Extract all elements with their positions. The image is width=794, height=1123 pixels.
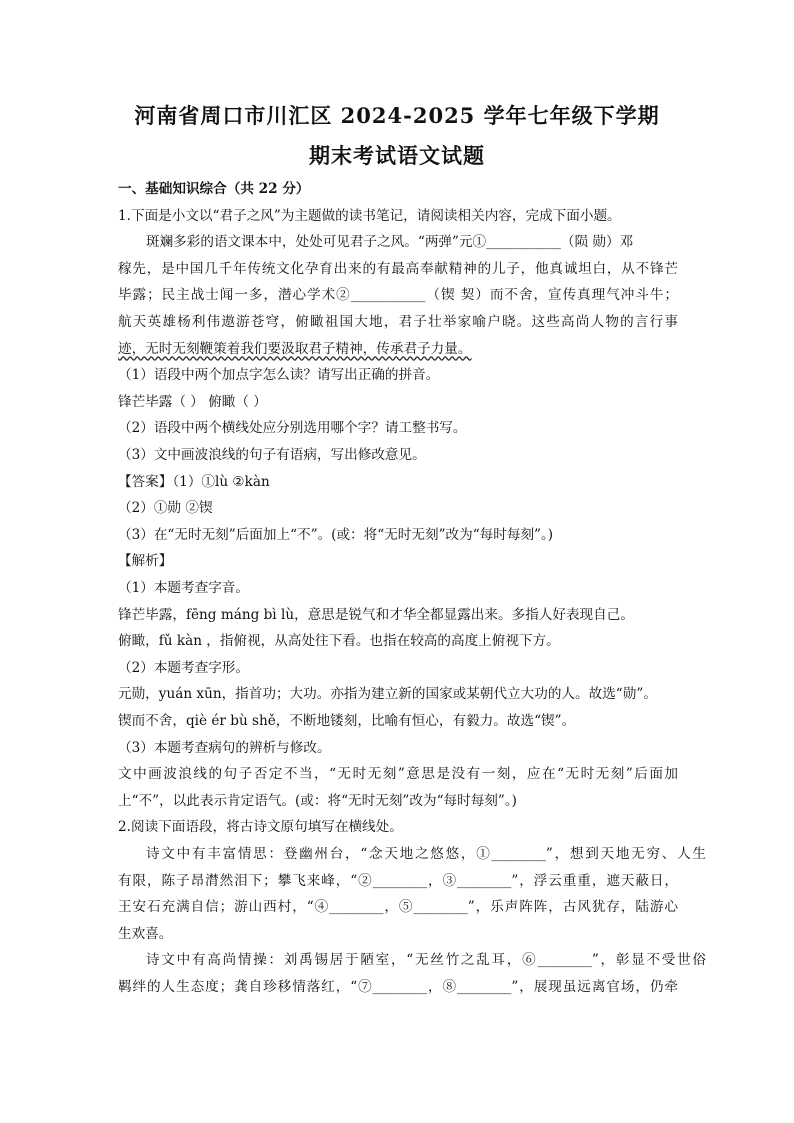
text-line: （3）文中画波浪线的句子有语病，写出修改意见。 <box>118 447 426 463</box>
text-line: （3）在“无时无刻”后面加上“不”。(或：将“无时无刻”改为“每时每刻”。) <box>118 526 554 543</box>
text-line: （2）①勋 ②锲 <box>118 500 213 517</box>
text-line: 斑斓多彩的语文课本中，处处可见君子之风。“两弹”元①___________（陨 勋）邓 <box>146 234 634 251</box>
text-line: 诗文中有丰富情思：登幽州台，“念天地之悠悠，①________”，想到天地无穷、人生 <box>146 846 706 862</box>
text-line: 1.下面是小文以“君子之风”为主题做的读书笔记，请阅读相关内容，完成下面小题。 <box>118 207 621 224</box>
page-title: 河南省周口市川汇区 2024-2025 学年七年级下学期 <box>134 103 660 128</box>
text-line: （3）本题考查病句的辨析与修改。 <box>118 739 331 756</box>
text-line: （2）本题考查字形。 <box>118 659 249 676</box>
text-line: （2）语段中两个横线处应分别选用哪个字？请工整书写。 <box>118 420 467 437</box>
text-line: （1）本题考查字音。 <box>118 580 249 596</box>
text-line: 2.阅读下面语段，将古诗文原句填写在横线处。 <box>118 819 403 836</box>
text-line: 毕露；民主战士闻一多，潜心学术②___________（锲 契）而不舍，宣传真理气冲斗牛； <box>118 287 678 304</box>
page-subtitle: 期末考试语文试题 <box>309 143 485 168</box>
wavy-underlined-sentence: 迹，无时无刻鞭策着我们要汲取君子精神，传承君子力量。 <box>118 340 472 357</box>
text-line: 稼先，是中国几千年传统文化孕育出来的有最高奉献精神的儿子，他真诚坦白，从不锋芒 <box>118 260 678 277</box>
text-line: 锋芒毕露，fēng máng bì lù，意思是锐气和才华全都显露出来。多指人好表现自己。 <box>118 606 634 623</box>
text-line: 航天英雄杨利伟遨游苍穹，俯瞰祖国大地，君子壮举家喻户晓。这些高尚人物的言行事 <box>118 314 678 330</box>
text-line: 元勋，yuán xūn，指首功；大功。亦指为建立新的国家或某朝代立大功的人。故选“勋”。 <box>118 686 657 703</box>
text-line: 王安石充满自信；游山西村，“④________，⑤________”，乐声阵阵，古风犹存，陆游心 <box>118 899 678 916</box>
text-line: 诗文中有高尚情操：刘禹锡居于陋室，“无丝竹之乱耳，⑥________”，彰显不受世俗 <box>146 952 706 969</box>
text-line: 锲而不舍，qiè ér bù shě，不断地镂刻，比喻有恒心，有毅力。故选“锲”。 <box>118 713 576 729</box>
text-line: 一、基础知识综合（共 22 分） <box>118 181 310 197</box>
text-line: 上“不”，以此表示肯定语气。(或：将“无时无刻”改为“每时每刻”。) <box>118 792 517 809</box>
text-line: 文中画波浪线的句子否定不当，“无时无刻”意思是没有一刻，应在“无时无刻”后面加 <box>118 766 678 783</box>
text-line: 俯瞰，fǔ kàn ，指俯视，从高处往下看。也指在较高的高度上俯视下方。 <box>118 633 560 650</box>
text-line: 锋芒毕露（ ） 俯瞰（ ） <box>118 393 267 410</box>
text-line: 【解析】 <box>118 553 173 570</box>
text-line <box>118 340 471 358</box>
text-line: 生欢喜。 <box>118 925 173 942</box>
text-line: 有限，陈子昂潸然泪下；攀飞来峰，“②________，③________”，浮云重重，遮天蔽日， <box>118 872 678 889</box>
text-line: 【答案】（1）①lù ②kàn <box>118 473 270 490</box>
text-line: 羁绊的人生态度；龚自珍移情落红，“⑦________，⑧________”，展现虽远离官场，仍牵 <box>118 979 678 995</box>
text-line: （1）语段中两个加点字怎么读？请写出正确的拼音。 <box>118 367 440 384</box>
